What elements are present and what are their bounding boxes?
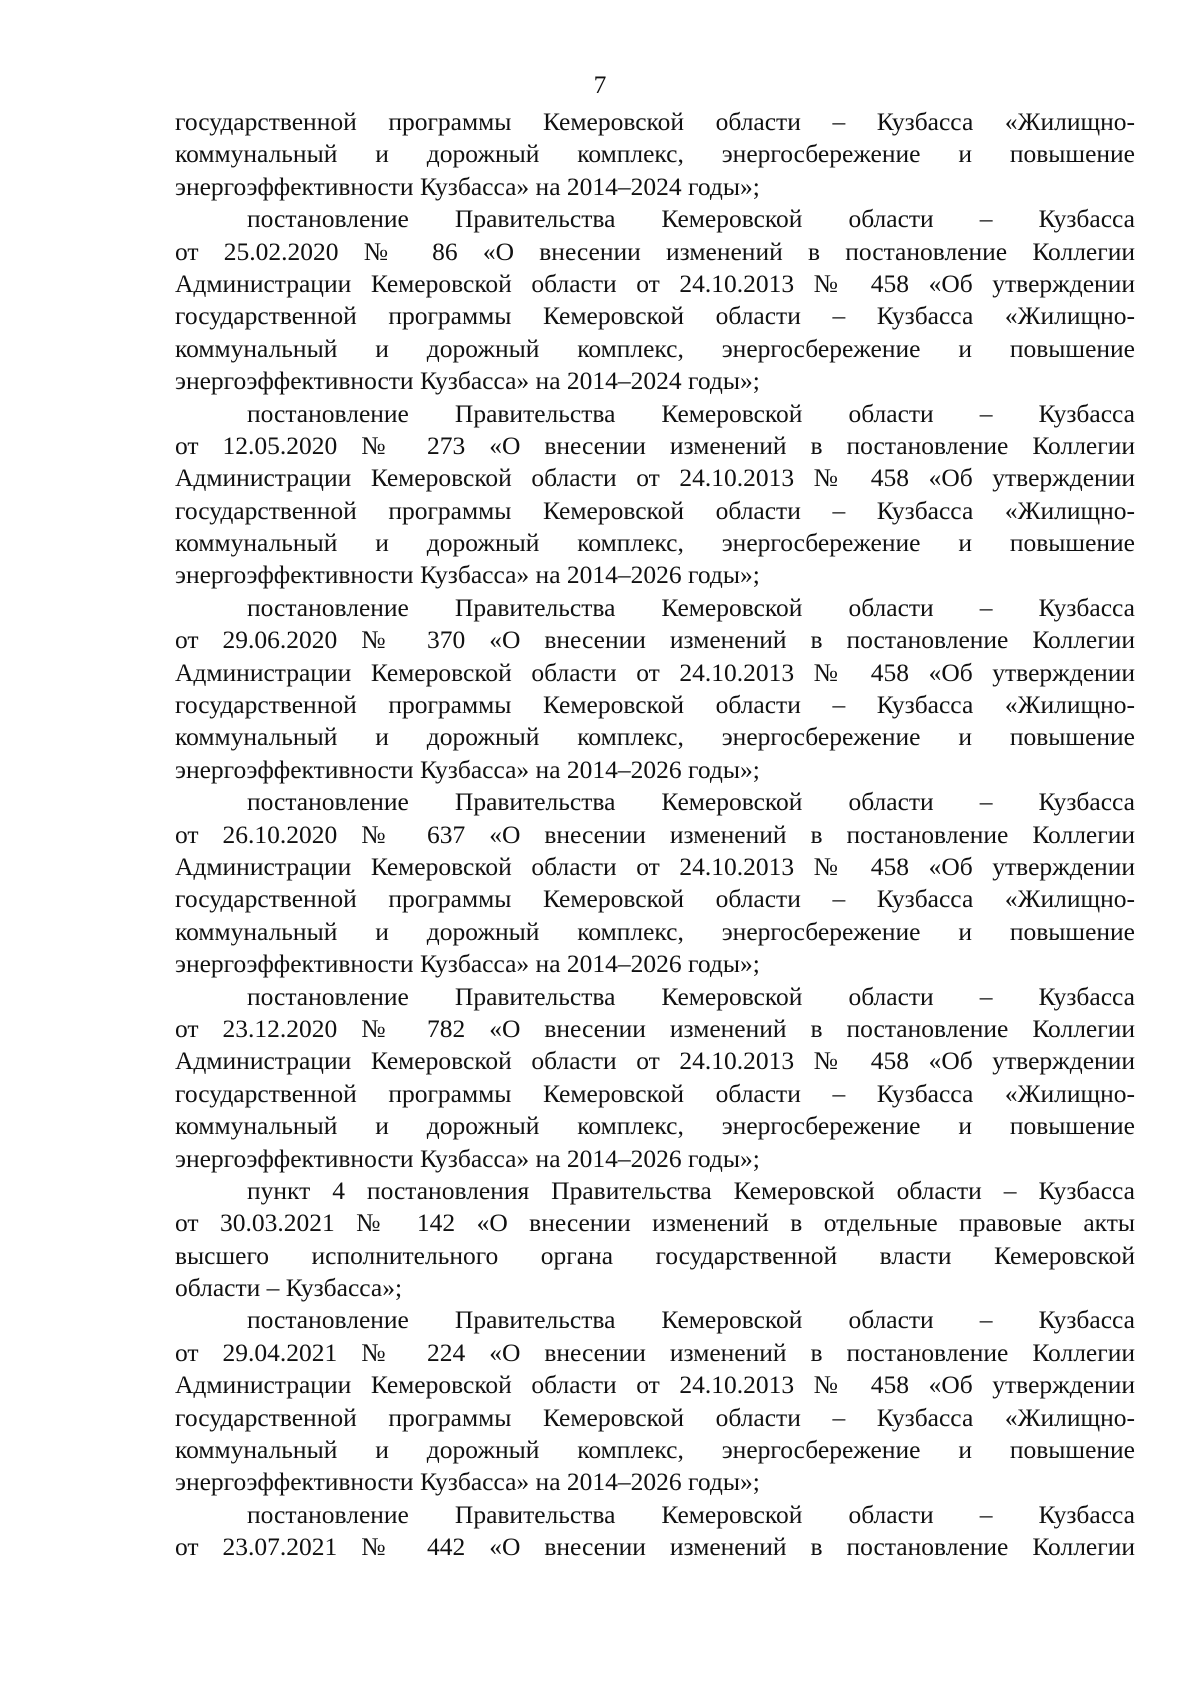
text-line: от 23.12.2020 № 782 «О внесении изменений в постановление Коллегии — [175, 1013, 1135, 1043]
text-line: коммунальный и дорожный комплекс, энергосбережение и повышение — [175, 916, 1135, 946]
text-line: энергоэффективности Кузбасса» на 2014–2024 годы»; — [175, 171, 760, 201]
text-line: Администрации Кемеровской области от 24.10.2013 № 458 «Об утверждении — [175, 463, 1135, 493]
text-line: постановление Правительства Кемеровской области – Кузбасса — [247, 981, 1135, 1011]
text-line: Администрации Кемеровской области от 24.10.2013 № 458 «Об утверждении — [175, 1370, 1135, 1400]
text-line: коммунальный и дорожный комплекс, энергосбережение и повышение — [175, 333, 1135, 363]
text-line: постановление Правительства Кемеровской области – Кузбасса — [247, 398, 1135, 428]
text-line: государственной программы Кемеровской области – Кузбасса «Жилищно- — [175, 1078, 1135, 1108]
text-line: Администрации Кемеровской области от 24.10.2013 № 458 «Об утверждении — [175, 1046, 1135, 1076]
text-line: Администрации Кемеровской области от 24.10.2013 № 458 «Об утверждении — [175, 268, 1135, 298]
text-line: постановление Правительства Кемеровской области – Кузбасса — [247, 204, 1135, 234]
text-line: коммунальный и дорожный комплекс, энергосбережение и повышение — [175, 1435, 1135, 1465]
text-line: энергоэффективности Кузбасса» на 2014–2026 годы»; — [175, 949, 760, 979]
text-line: государственной программы Кемеровской области – Кузбасса «Жилищно- — [175, 1402, 1135, 1432]
page-number: 7 — [593, 70, 607, 99]
text-line: коммунальный и дорожный комплекс, энергосбережение и повышение — [175, 1111, 1135, 1141]
text-line: от 12.05.2020 № 273 «О внесении изменений в постановление Коллегии — [175, 430, 1135, 460]
text-line: от 29.06.2020 № 370 «О внесении изменений в постановление Коллегии — [175, 625, 1135, 655]
text-line: от 29.04.2021 № 224 «О внесении изменений в постановление Коллегии — [175, 1337, 1135, 1367]
text-line: постановление Правительства Кемеровской области – Кузбасса — [247, 1305, 1135, 1335]
text-line: государственной программы Кемеровской области – Кузбасса «Жилищно- — [175, 301, 1135, 331]
text-line: энергоэффективности Кузбасса» на 2014–2026 годы»; — [175, 1143, 760, 1173]
text-line: от 25.02.2020 № 86 «О внесении изменений в постановление Коллегии — [175, 236, 1135, 266]
text-line: пункт 4 постановления Правительства Кемеровской области – Кузбасса — [247, 1175, 1135, 1205]
text-line: постановление Правительства Кемеровской области – Кузбасса — [247, 787, 1135, 817]
text-line: Администрации Кемеровской области от 24.10.2013 № 458 «Об утверждении — [175, 851, 1135, 881]
text-line: постановление Правительства Кемеровской области – Кузбасса — [247, 1499, 1135, 1529]
text-line: области – Кузбасса»; — [175, 1273, 403, 1303]
text-line: от 26.10.2020 № 637 «О внесении изменений в постановление Коллегии — [175, 819, 1135, 849]
text-line: государственной программы Кемеровской области – Кузбасса «Жилищно- — [175, 495, 1135, 525]
text-line: от 30.03.2021 № 142 «О внесении изменений в отдельные правовые акты — [175, 1208, 1135, 1238]
text-line: Администрации Кемеровской области от 24.10.2013 № 458 «Об утверждении — [175, 657, 1135, 687]
text-line: коммунальный и дорожный комплекс, энергосбережение и повышение — [175, 139, 1135, 169]
text-line: от 23.07.2021 № 442 «О внесении изменений в постановление Коллегии — [175, 1532, 1135, 1562]
document-body — [175, 106, 1135, 1564]
text-line: энергоэффективности Кузбасса» на 2014–2026 годы»; — [175, 754, 760, 784]
text-line: государственной программы Кемеровской области – Кузбасса «Жилищно- — [175, 107, 1135, 136]
text-line: постановление Правительства Кемеровской области – Кузбасса — [247, 592, 1135, 622]
text-line: энергоэффективности Кузбасса» на 2014–2024 годы»; — [175, 366, 760, 396]
text-line: высшего исполнительного органа государственной власти Кемеровской — [175, 1240, 1135, 1270]
text-line: энергоэффективности Кузбасса» на 2014–2026 годы»; — [175, 560, 760, 590]
text-line: коммунальный и дорожный комплекс, энергосбережение и повышение — [175, 528, 1135, 558]
text-line: государственной программы Кемеровской области – Кузбасса «Жилищно- — [175, 690, 1135, 720]
text-line: государственной программы Кемеровской области – Кузбасса «Жилищно- — [175, 884, 1135, 914]
text-line: энергоэффективности Кузбасса» на 2014–2026 годы»; — [175, 1467, 760, 1497]
text-line: коммунальный и дорожный комплекс, энергосбережение и повышение — [175, 722, 1135, 752]
